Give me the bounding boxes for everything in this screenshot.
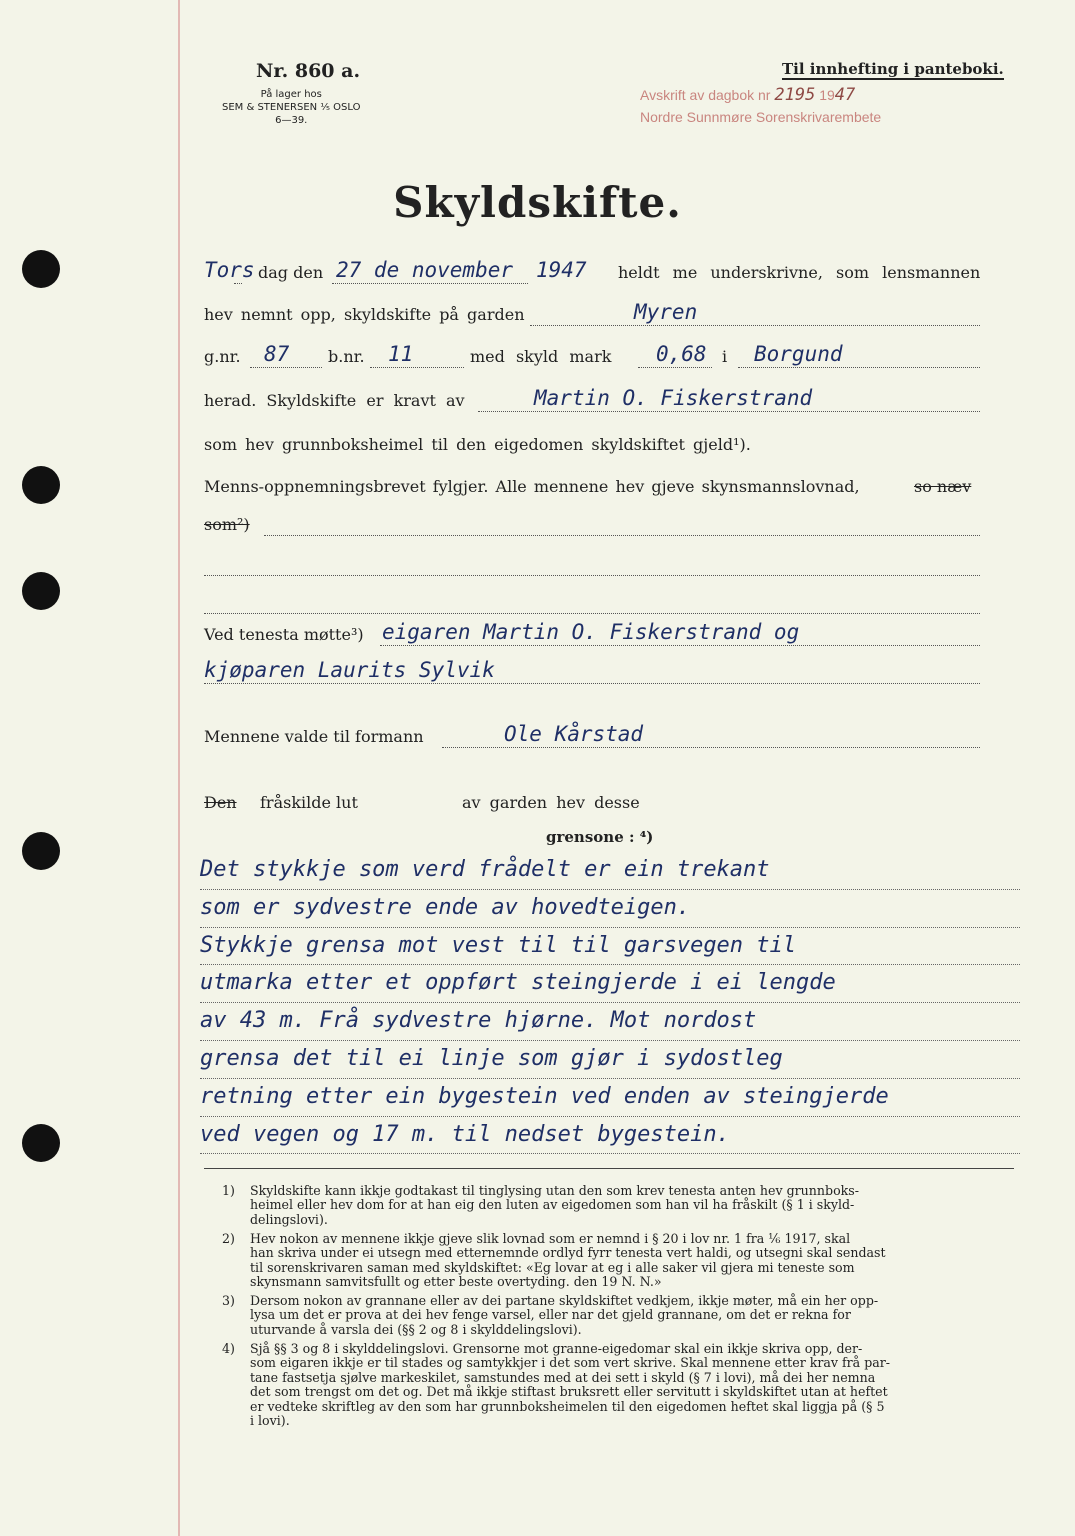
som-row: som²) — [204, 504, 980, 538]
skyld-value: 0,68 — [656, 342, 707, 366]
punch-hole-icon — [22, 832, 60, 870]
footnote-separator — [204, 1168, 1014, 1169]
parcel-row: Den fråskilde lut av garden hev desse — [204, 793, 640, 812]
boundary-description — [200, 852, 1020, 1154]
punch-hole-icon — [22, 250, 60, 288]
journal-number: 2195 — [774, 85, 816, 105]
date-row: Tors dag den 27 de november 1947 heldt me underskrivne, som lensmannen — [204, 258, 981, 282]
farm-row: hev nemnt opp, skyldskifte på garden Myren — [204, 294, 980, 328]
farm-value: Myren — [634, 300, 698, 324]
punch-hole-icon — [22, 466, 60, 504]
chairman-row: Mennene valde til formann Ole Kårstad — [204, 716, 980, 750]
printer-imprint: På lager hos SEM & STENERSEN ⅟₅ OSLO 6—39. — [222, 89, 361, 126]
present-value: eigaren Martin O. Fiskerstrand og — [382, 620, 800, 644]
boundary-line: ved vegen og 17 m. til nedset bygestein. — [200, 1117, 1020, 1155]
present-row: Ved tenesta møtte³) eigaren Martin O. Fiskerstrand og — [204, 614, 980, 648]
registry-stamp: Avskrift av dagbok nr 2195 1947 Nordre Sunnmøre Sorenskrivarembete — [640, 85, 882, 125]
boundary-line: Det stykkje som verd frådelt er ein trekant — [200, 852, 1020, 890]
form-number: Nr. 860 a. — [256, 60, 361, 82]
year-value: 1947 — [536, 258, 587, 282]
boundary-line: av 43 m. Frå sydvestre hjørne. Mot nordost — [200, 1003, 1020, 1041]
boundary-line: Stykkje grensa mot vest til til garsvegen til — [200, 928, 1020, 966]
property-row: g.nr. 87 b.nr. 11 med skyld mark 0,68 i Borgund — [204, 336, 980, 370]
document-title: Skyldskifte. — [393, 178, 682, 227]
punch-hole-icon — [22, 572, 60, 610]
margin-rule — [178, 0, 180, 1536]
document-page: Nr. 860 a. På lager hos SEM & STENERSEN ⅟₅ OSLO 6—39. Til innhefting i panteboki. Avskrift av dagbok nr 2195 1947 Nordre Sunnmøre Sorenskrivarembete Skyldskifte. Tors dag den 27 de november 1947 heldt me underskrivne, som lensmannen hev nemnt opp, skyldskifte på garden Myren g.nr. 87 b.nr. 11 med skyld mark 0,68 i Borgund herad. Skyldskifte er kravt av Martin O. Fiskerstrand som hev grunnboksheimel til den eigedomen skyldskiftet gjeld¹). Menns-oppnemningsbrevet fylgjer. Alle mennene hev gjeve skynsmannslovnad, so næv som²) Ved tenesta møtte³) eigaren Martin O. Fiskerstrand og kjøparen Laurits Sylvik Mennene valde til formann Ole Kårstad Den fråskilde lut av garden hev desse grensone : ⁴) Det stykkje som verd frådelt er ein trekant som er sydvestre ende av hovedteigen. Stykkje grensa mot vest til til garsvegen til utmarka etter et oppført steingjerde i ei lengde av 43 m. Frå sydvestre hjørne. Mot nordost grensa det til ei linje som gjør i sydostleg retning etter ein bygestein ved enden av steingjerde ved vegen og 17 m. til nedset bygestein. 1) Skyldskifte kann ikkje godtakast til tinglysing utan den som krev tenesta anten hev grunnboks- heimel eller hev dom for at han eig den luten av eigedomen som han vil ha fråskilt (§ 1 i skyld- delingslovi). 2) Hev nokon av mennene ikkje gjeve slik lovnad som er nemnd i § 20 i lov nr. 1 fra ⅙ 1917, skal han skriva under ei utsegn med etternemnde ordlyd fyrr tenesta vert haldi, og utsegni skal sendast til sorenskrivaren saman med skyldskiftet: «Eg lovar at eg i alle saker vil gjera mi teneste som skynsmann samvitsfullt og etter beste overtyding. den 19 N. N.» 3) Dersom nokon av grannane eller av dei partane skyldskiftet vedkjem, ikkje møter, må ein her opp- lysa um det er prova at dei hev fenge varsel, eller nar det gjeld grannane, om det er rekna for uturvande å varsla dei (§§ 2 og 8 i skylddelingslovi). 4) Sjå §§ 3 og 8 i skylddelingslovi. Grensorne mot granne-eigedomar skal ein ikkje skriva opp, der- som eigaren ikkje er til stades og samtykkjer i det som vert skrive. Skal mennene etter krav frå par- tane fastsetja sjølve markeskilet, samstundes med at dei sett i skyld (§ 7 i lovi), må dei her nemna det som trengst om det og. Det må ikkje stiftast bruksrett eller servitutt i skyldskiftet utan at heftet er vedteke skriftleg av den som har grunnboksheimelen til den eigedomen heftet skal liggja på (§ 5 i lovi). — [0, 0, 1075, 1536]
requester-row: herad. Skyldskifte er kravt av Martin O. Fiskerstrand — [204, 380, 980, 414]
date-value: 27 de november — [336, 258, 514, 282]
present-row-2 — [204, 652, 980, 686]
herad-value: Borgund — [754, 342, 843, 366]
gnr-value: 87 — [264, 342, 290, 366]
requester-value: Martin O. Fiskerstrand — [534, 386, 813, 410]
boundary-line: retning etter ein bygestein ved enden av steingjerde — [200, 1079, 1020, 1117]
blank-row — [204, 582, 980, 616]
boundary-line: utmarka etter et oppført steingjerde i ei lengde — [200, 965, 1020, 1003]
punch-hole-icon — [22, 1124, 60, 1162]
chairman-value: Ole Kårstad — [504, 722, 644, 746]
boundary-line: som er sydvestre ende av hovedteigen. — [200, 890, 1020, 928]
weekday-value: Tors — [204, 258, 255, 282]
present-value-2: kjøparen Laurits Sylvik — [204, 658, 495, 682]
blank-row — [204, 544, 980, 578]
boundary-heading: grensone : ⁴) — [546, 828, 654, 846]
binding-note: Til innhefting i panteboki. — [782, 60, 1004, 78]
oath-row: Menns-oppnemningsbrevet fylgjer. Alle mennene hev gjeve skynsmannslovnad, so næv — [204, 477, 972, 496]
owner-row: som hev grunnboksheimel til den eigedomen skyldskiftet gjeld¹). — [204, 435, 751, 454]
bnr-value: 11 — [388, 342, 414, 366]
boundary-line: grensa det til ei linje som gjør i sydostleg — [200, 1041, 1020, 1079]
